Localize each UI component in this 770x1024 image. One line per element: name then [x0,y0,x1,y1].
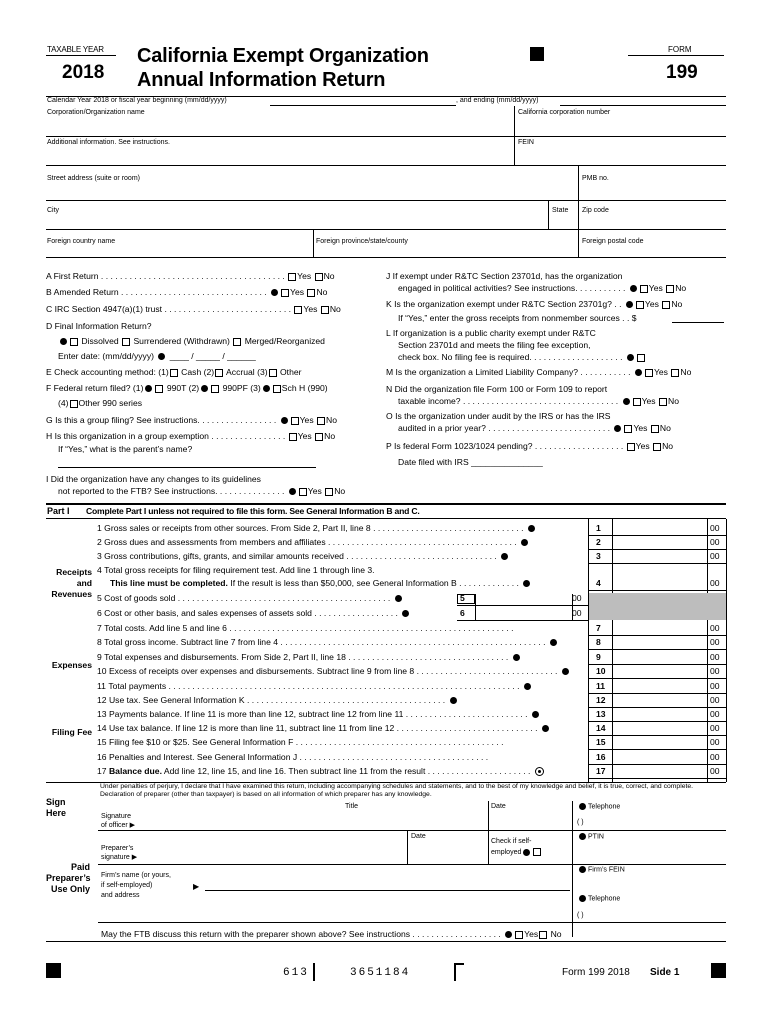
foreign-postal-label: Foreign postal code [582,238,644,245]
pmb-label: PMB no. [582,175,609,182]
cents-value: 00 [710,551,720,561]
question-l-sub2: check box. No filing fee is required. . . . . . . . . . . . . . . . . . . . [398,352,646,362]
form-label: FORM [668,45,692,54]
form-title-line1: California Exempt Organization [137,45,429,67]
n-yes-checkbox[interactable] [633,398,641,406]
part1-line-8: 8 Total gross income. Subtract line 7 from line 4 . . . . . . . . . . . . . . . . . . . . . . . . . . . . . . . . . . . . . . . . . . . . . . . . . . . . . . . . [97,637,559,647]
part1-line-4-cont: This line must be completed. If the result is less than $50,000, see General Information B . . . . . . . . . . . . . [110,578,532,588]
cents-value: 00 [572,608,582,618]
firm-fein-label: Firm’s FEIN [577,866,625,873]
line-text-cont: Add line 12, line 15, and line 16. Then subtract line 11 from the result [161,766,426,776]
date-label-preparer: Date [411,833,426,840]
k-yes-checkbox[interactable] [636,301,644,309]
line-number: 14 [97,723,107,733]
question-j: J If exempt under R&TC Section 23701d, has the organization [386,271,623,281]
cents-value: 00 [710,666,720,676]
tax-year: 2018 [62,62,105,83]
p-no-checkbox[interactable] [653,443,661,451]
telephone-preparer: Telephone [577,895,620,902]
firm-arrow: ▶ [193,882,200,891]
question-c: C IRC Section 4947(a)(1) trust . . . . . . . . . . . . . . . . . . . . . . . . . . . Yes No [46,304,341,314]
line-14-amount-input[interactable] [613,722,707,734]
part1-label: Part I [47,506,70,516]
footer-form-label: Form 199 2018 [562,967,630,978]
m-yes-checkbox[interactable] [645,369,653,377]
line-number: 2 [97,537,102,547]
line-text: Cost of goods sold [104,593,176,603]
b-no-checkbox[interactable] [307,289,315,297]
line-6-amount-input[interactable] [476,607,574,619]
side-filing-fee: Filing Fee [51,727,92,737]
perjury-statement: Under penalties of perjury, I declare that I have examined this return, including accompanying schedules and statements, and to the best of my knowledge and belief, it is true, correct, and complete. Declaration of preparer (other than taxpayer) is based on all information of which preparer has any knowledge. [100,783,694,798]
question-h-sub: If “Yes,” what is the parent’s name? [58,444,193,454]
title-label: Title [345,803,358,810]
k-no-checkbox[interactable] [662,301,670,309]
question-p-sub: Date filed with IRS _______________ [398,457,543,467]
question-p: P Is federal Form 1023/1024 pending? . . . . . . . . . . . . . . . . . . . Yes No [386,441,674,451]
registration-mark [530,47,544,61]
footer-mark-left [46,963,61,978]
o-yes-checkbox[interactable] [624,425,632,433]
telephone-officer-paren: ( ) [577,819,584,826]
sch-h-checkbox[interactable] [273,385,281,393]
question-m: M Is the organization a Limited Liability Company? . . . . . . . . . . . Yes No [386,367,692,377]
part1-line-2: 2 Gross dues and assessments from members and affiliates . . . . . . . . . . . . . . . . . . . . . . . . . . . . . . . . . . . . . . . . [97,537,530,547]
part1-line-13: 13 Payments balance. If line 11 is more than line 12, subtract line 12 from line 11 . . . . . . . . . . . . . . . . . . . . . . . . . . [97,709,541,719]
line-number-box: 12 [596,695,606,705]
taxable-year-label: TAXABLE YEAR [47,45,104,54]
calendar-year-label: Calendar Year 2018 or fiscal year beginning (mm/dd/yyyy) [47,97,227,104]
line-number-box: 2 [596,537,601,547]
street-label: Street address (suite or room) [47,175,140,182]
line-12-amount-input[interactable] [613,694,707,706]
line-13-amount-input[interactable] [613,708,707,720]
line-number-box: 3 [596,551,601,561]
cents-value: 00 [710,652,720,662]
line-7-amount-input[interactable] [613,622,707,634]
side-expenses: Expenses [51,660,92,670]
footer-code1: 613 [283,967,309,979]
question-l: L If organization is a public charity exempt under R&TC [386,328,596,338]
ca-corp-number-label: California corporation number [518,109,611,116]
j-yes-checkbox[interactable] [640,285,648,293]
line-number: 9 [97,652,102,662]
part1-line-16: 16 Penalties and Interest. See General Information J . . . . . . . . . . . . . . . . . . . . . . . . . . . . . . . . . . . . . . . . [97,752,489,762]
firm-name-label: Firm’s name (or yours, if self-employed) and address [101,872,171,899]
part1-line-10: 10 Excess of receipts over expenses and disbursements. Subtract line 9 from line 8 . . . . . . . . . . . . . . . . . . . . . . . . . . . . . . [97,666,571,676]
check-self-employed: Check if self- employed [491,836,542,858]
foreign-province-label: Foreign province/state/county [316,238,408,245]
accrual-checkbox[interactable] [215,369,223,377]
line-number: 15 [97,737,107,747]
i-no-checkbox[interactable] [325,488,333,496]
line-number-box: 7 [596,623,601,633]
discuss-question: May the FTB discuss this return with the preparer shown above? See instructions . . . . . . . . . . . . . . . . . . . Yes No [101,929,562,939]
question-e: E Check accounting method: (1) Cash (2) Accrual (3) Other [46,367,302,377]
cents-value: 00 [572,593,582,603]
cents-value: 00 [710,523,720,533]
footer-side: Side 1 [650,967,680,978]
line-number: 7 [97,623,102,633]
cents-value: 00 [710,695,720,705]
fein-label: FEIN [518,139,534,146]
line-text: Total gross income. Subtract line 7 from line 4 [104,637,279,647]
question-f: F Federal return filed? (1) 990T (2) 990PF (3) Sch H (990) [46,383,328,393]
c-yes-checkbox[interactable] [294,306,302,314]
line-number-box: 1 [596,523,601,533]
line-text: Gross contributions, gifts, grants, and similar amounts received [104,551,344,561]
m-no-checkbox[interactable] [671,369,679,377]
line-text: Total expenses and disbursements. From Side 2, Part II, line 18 [104,652,346,662]
line-text: Penalties and Interest. See General Information J [108,752,298,762]
line-text: Cost or other basis, and sales expenses of assets sold [104,608,312,618]
state-label: State [552,207,569,214]
line-number-box: 15 [596,737,606,747]
line-15-amount-input[interactable] [613,736,707,748]
g-yes-checkbox[interactable] [291,417,299,425]
cash-checkbox[interactable] [170,369,178,377]
question-a: A First Return . . . . . . . . . . . . . . . . . . . . . . . . . . . . . . . . . . . . . . . Yes No [46,271,335,281]
line-number: 8 [97,637,102,647]
g-no-checkbox[interactable] [317,417,325,425]
line-number: 10 [97,666,107,676]
question-d: D Final Information Return? [46,321,152,331]
l-checkbox[interactable] [637,354,645,362]
line-text: Balance due. [108,766,162,776]
merged-checkbox[interactable] [233,338,241,346]
question-k: K Is the organization exempt under R&TC Section 23701g? . . Yes No [386,299,683,309]
preparer-signature-label: Preparer’s signature ▶ [101,845,138,861]
discuss-no-checkbox[interactable] [539,931,547,939]
paid-preparer-label: Paid Preparer’s Use Only [46,862,91,894]
line-number-box: 10 [596,666,606,676]
part1-line-6: 6 Cost or other basis, and sales expenses of assets sold . . . . . . . . . . . . . . . . . . [97,608,411,618]
line-number-box: 16 [596,752,606,762]
question-f4: (4) Other 990 series [58,398,143,408]
zip-label: Zip code [582,207,609,214]
other-990-checkbox[interactable] [70,400,78,408]
cents-value: 00 [710,537,720,547]
part1-line-11: 11 Total payments . . . . . . . . . . . . . . . . . . . . . . . . . . . . . . . . . . . . . . . . . . . . . . . . . . . . . . . . . . . . . . . . . . . . . . . . . . [97,681,533,691]
footer-code2: 3651184 [350,967,411,979]
cents-value: 00 [710,766,720,776]
question-h: H Is this organization in a group exemption . . . . . . . . . . . . . . . . Yes No [46,431,336,441]
cents-value: 00 [710,637,720,647]
line-number: 13 [97,709,107,719]
line-10-amount-input[interactable] [613,665,707,677]
signature-officer-label: Signature of officer ▶ [101,813,136,829]
h-no-checkbox[interactable] [315,433,323,441]
o-no-checkbox[interactable] [651,425,659,433]
part1-line-15: 15 Filing fee $10 or $25. See General Information F . . . . . . . . . . . . . . . . . . . . . . . . . . . . . . . . . . . . . . . . . . . . [97,737,504,747]
footer-bracket [454,963,464,981]
line-text: Excess of receipts over expenses and disbursements. Subtract line 9 from line 8 [108,666,415,676]
line-16-amount-input[interactable] [613,751,707,763]
line-number: 16 [97,752,107,762]
line-number: 11 [97,681,106,691]
telephone-officer: Telephone [577,803,620,810]
line-number: 17 [97,766,107,776]
990t-checkbox[interactable] [155,385,163,393]
ptin-label: PTIN [577,833,604,840]
line-number-box: 6 [460,608,465,618]
c-no-checkbox[interactable] [321,306,329,314]
city-label: City [47,207,60,214]
side-receipts: Receipts and Revenues [51,567,92,599]
line-text: Filing fee $10 or $25. See General Information F [108,737,294,747]
question-j-sub: engaged in political activities? See instructions. . . . . . . . . . . Yes No [398,283,687,293]
line-8-amount-input[interactable] [613,636,707,648]
a-no-checkbox[interactable] [315,273,323,281]
question-o: O Is the organization under audit by the IRS or has the IRS [386,411,611,421]
sign-here-label: Sign Here [46,797,67,818]
cents-value: 00 [710,752,720,762]
form-title-line2: Annual Information Return [137,69,386,91]
part1-line-14: 14 Use tax balance. If line 12 is more than line 11, subtract line 11 from line 12 . . . . . . . . . . . . . . . . . . . . . . . . . . . . . . [97,723,551,733]
h-yes-checkbox[interactable] [289,433,297,441]
line-text: Total gross receipts for filing requirement test. Add line 1 through line 3. [104,565,375,575]
question-g: G Is this a group filing? See instructions. . . . . . . . . . . . . . . . . Yes No [46,415,338,425]
part1-line-9: 9 Total expenses and disbursements. From Side 2, Part II, line 18 . . . . . . . . . . . . . . . . . . . . . . . . . . . . . . . . . . [97,652,522,662]
part1-heading: Complete Part I unless not required to file this form. See General Information B and C. [86,506,420,516]
cents-value: 00 [710,681,720,691]
corp-name-label: Corporation/Organization name [47,109,145,116]
line-number: 4 [97,565,102,575]
line-3-amount-input[interactable] [613,550,707,562]
line-text: Gross sales or receipts from other sources. From Side 2, Part II, line 8 [104,523,371,533]
line-5-amount-input[interactable] [476,592,574,604]
cents-value: 00 [710,737,720,747]
additional-info-label: Additional information. See instructions. [47,139,170,146]
line-11-amount-input[interactable] [613,680,707,692]
i-yes-checkbox[interactable] [299,488,307,496]
footer-mark-right [711,963,726,978]
foreign-country-label: Foreign country name [47,238,116,245]
line-2-amount-input[interactable] [613,536,707,548]
question-b: B Amended Return . . . . . . . . . . . . . . . . . . . . . . . . . . . . . . . Yes No [46,287,328,297]
question-n: N Did the organization file Form 100 or Form 109 to report [386,384,608,394]
line-text: Payments balance. If line 11 is more than line 12, subtract line 12 from line 11 [108,709,404,719]
cents-value: 00 [710,723,720,733]
question-d-options: Dissolved Surrendered (Withdrawn) Merged/Reorganized [58,336,325,346]
line-text: Total costs. Add line 5 and line 6 [104,623,227,633]
line-number: 3 [97,551,102,561]
line-number: 5 [97,593,102,603]
question-i-sub: not reported to the FTB? See instructions. . . . . . . . . . . . . . . Yes No [58,486,346,496]
discuss-yes-checkbox[interactable] [515,931,523,939]
line-4-amount-input[interactable] [613,577,707,589]
line-number: 1 [97,523,102,533]
part1-line-5: 5 Cost of goods sold . . . . . . . . . . . . . . . . . . . . . . . . . . . . . . . . . . . . . . . . . . . . . [97,593,404,603]
part1-line-17: 17 Balance due. Add line 12, line 15, and line 16. Then subtract line 11 from the result . . . . . . . . . . . . . . . . . . . . . . [97,766,544,776]
line-text: Total payments [108,681,167,691]
part1-line-12: 12 Use tax. See General Information K . . . . . . . . . . . . . . . . . . . . . . . . . . . . . . . . . . . . . . . . . . [97,695,459,705]
question-i: I Did the organization have any changes to its guidelines [46,474,261,484]
a-yes-checkbox[interactable] [288,273,296,281]
cents-value: 00 [710,623,720,633]
part1-line-4 [97,565,375,575]
date-label-officer: Date [491,803,506,810]
line-1-amount-input[interactable] [613,522,707,534]
line-17-amount-input[interactable] [613,765,707,777]
part1-line-3: 3 Gross contributions, gifts, grants, and similar amounts received . . . . . . . . . . . . . . . . . . . . . . . . . . . . . . . . [97,551,510,561]
line-number: 12 [97,695,107,705]
question-o-sub: audited in a prior year? . . . . . . . . . . . . . . . . . . . . . . . . . . Yes No [398,423,671,433]
other-method-checkbox[interactable] [269,369,277,377]
question-l-sub1: Section 23701d and meets the filing fee exception, [398,340,591,350]
line-text: Use tax. See General Information K [108,695,245,705]
form-number: 199 [666,62,698,83]
line-number: 6 [97,608,102,618]
j-no-checkbox[interactable] [666,285,674,293]
part1-line-1: 1 Gross sales or receipts from other sources. From Side 2, Part II, line 8 . . . . . . . . . . . . . . . . . . . . . . . . . . . . . . . . [97,523,537,533]
line-text: Use tax balance. If line 12 is more than line 11, subtract line 11 from line 12 [108,723,395,733]
cents-value: 00 [710,709,720,719]
line-number-box: 17 [596,766,606,776]
dissolved-checkbox[interactable] [70,338,78,346]
line-number-box: 9 [596,652,601,662]
line-number-box: 4 [596,578,601,588]
line-9-amount-input[interactable] [613,651,707,663]
b-yes-checkbox[interactable] [281,289,289,297]
line-number-box: 11 [596,681,606,691]
990pf-checkbox[interactable] [211,385,219,393]
question-d-date: Enter date: (mm/dd/yyyy) ____ / _____ / ______ [58,351,256,361]
n-no-checkbox[interactable] [659,398,667,406]
p-yes-checkbox[interactable] [627,443,635,451]
line-number-box: 5 [460,593,465,603]
question-n-sub: taxable income? . . . . . . . . . . . . . . . . . . . . . . . . . . . . . . . . . Yes No [398,396,679,406]
cents-value: 00 [710,578,720,588]
line-number-box: 8 [596,637,601,647]
line-number-box: 13 [596,709,606,719]
self-employed-checkbox[interactable] [533,848,541,856]
telephone-preparer-paren: ( ) [577,912,584,919]
surrendered-checkbox[interactable] [122,338,130,346]
line-text: Gross dues and assessments from members and affiliates [104,537,326,547]
question-k-sub: If “Yes,” enter the gross receipts from nonmember sources . . $ [398,313,637,323]
part1-line-7: 7 Total costs. Add line 5 and line 6 . . . . . . . . . . . . . . . . . . . . . . . . . . . . . . . . . . . . . . . . . . . . . . . . . . . . . . . . . . . . [97,623,514,633]
and-ending-label: , and ending (mm/dd/yyyy) [456,97,539,104]
line-number-box: 14 [596,723,606,733]
